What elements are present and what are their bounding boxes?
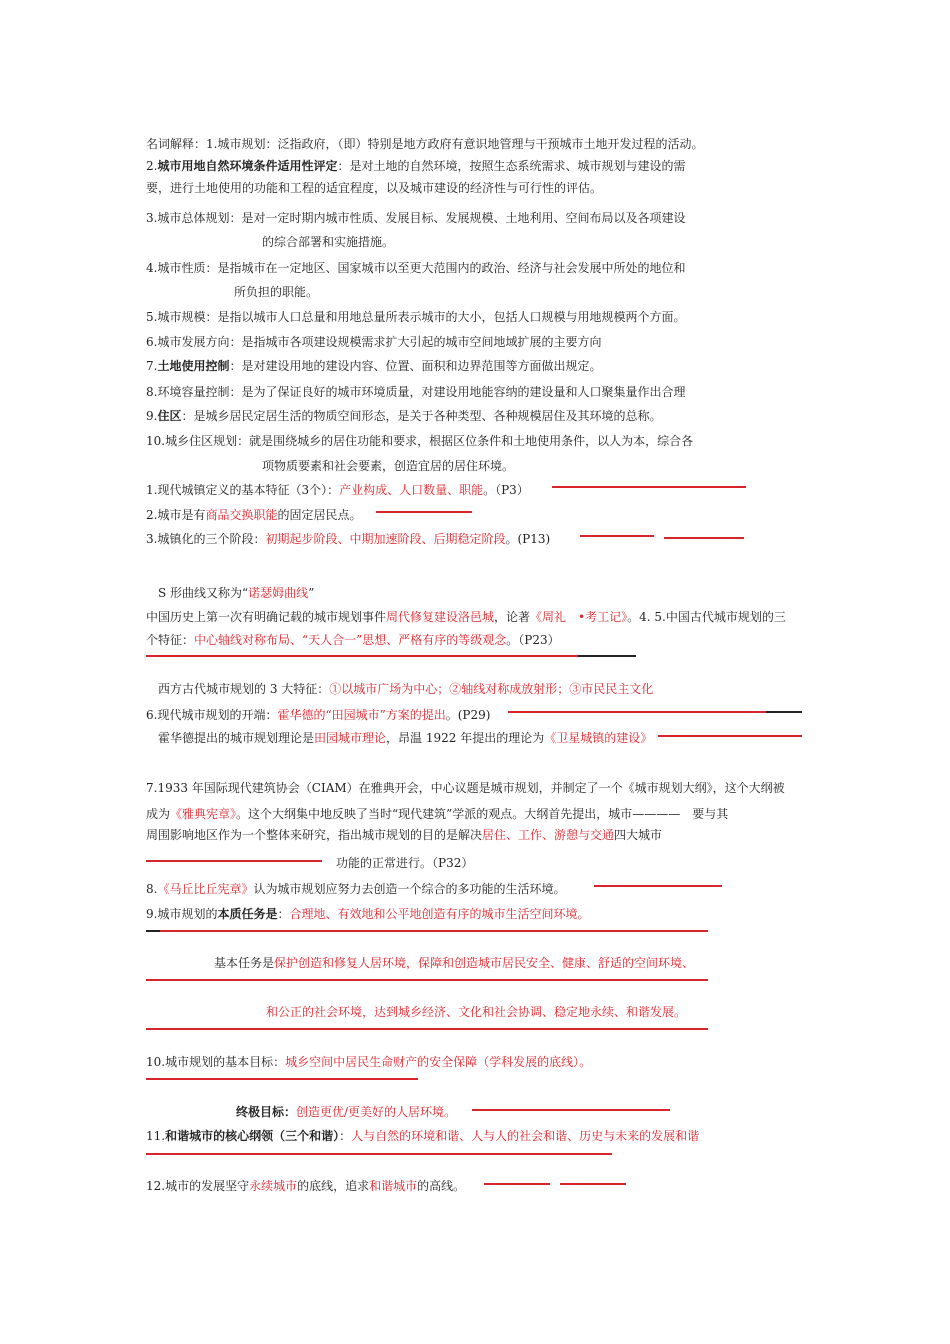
text: 6.现代城市规划的开端： <box>146 708 278 722</box>
line-19 <box>146 609 786 625</box>
text: 。（P3） <box>483 483 529 497</box>
line-04 <box>146 210 685 226</box>
answer: 和谐城市 <box>369 1179 418 1193</box>
line-26 <box>146 827 662 843</box>
text: 2.城市是有 <box>146 508 206 522</box>
text: 认为城市规划应努力去创造一个综合的多功能的生活环境。 <box>253 882 566 896</box>
line-09 <box>146 334 601 350</box>
text: ，昂温 1922 年提出的理论为 <box>386 731 545 745</box>
line-05 <box>262 234 394 250</box>
text: 1.现代城镇定义的基本特征（3个）： <box>146 483 340 497</box>
line-08 <box>146 309 685 325</box>
text: 霍华德提出的城市规划理论是 <box>158 731 315 745</box>
line-11 <box>146 384 685 400</box>
line-24 <box>146 780 785 796</box>
underline <box>766 711 802 713</box>
answer: 《周礼 •考工记》 <box>530 610 628 624</box>
text: 6.城市发展方向：是指城市各项建设规模需求扩大引起的城市空间地域扩展的主要方向 <box>146 335 602 349</box>
text: S 形曲线又称为“ <box>158 586 249 600</box>
text: 9. <box>146 409 158 423</box>
line-30 <box>214 955 694 971</box>
answer: 合理地、有效地和公平地创造有序的城市生活空间环境。 <box>289 907 590 921</box>
line-02 <box>146 158 685 174</box>
answer: 周代修复建设洛邑城 <box>386 610 495 624</box>
underline <box>146 1153 612 1155</box>
text: 名词解释：1.城市规划：泛指政府，（即）特别是地方政府有意识地管理与干预城市土地开发过程的活动。 <box>146 137 704 151</box>
answer: 《雅典宪章》 <box>170 807 237 821</box>
text: ：是对建设用地的建设内容、位置、面积和边界范围等方面做出规定。 <box>229 359 602 373</box>
answer: 保护创造和修复人居环境，保障和创造城市居民安全、健康、舒适的空间环境、 <box>274 956 695 970</box>
underline <box>484 1183 550 1185</box>
text: 个特征： <box>146 633 195 647</box>
line-14 <box>262 458 514 474</box>
line-10 <box>146 358 601 374</box>
text: 。(P29) <box>445 708 491 722</box>
underline <box>594 885 722 887</box>
answer: 城乡空间中居民生命财产的安全保障（学科发展的底线）。 <box>285 1055 592 1069</box>
line-12 <box>146 408 661 424</box>
line-31 <box>266 1004 686 1020</box>
text: 的底线，追求 <box>297 1179 370 1193</box>
text: 的高线。 <box>417 1179 466 1193</box>
answer: 田园城市理论 <box>314 731 387 745</box>
text: 要，进行土地使用的功能和工程的适宜程度，以及城市建设的经济性与可行性的评估。 <box>146 181 603 195</box>
line-20 <box>146 632 560 648</box>
line-21 <box>158 681 653 697</box>
text: 四大城市 <box>614 828 663 842</box>
line-15 <box>146 482 529 498</box>
term: 终极目标： <box>236 1105 297 1119</box>
line-32 <box>146 1054 591 1070</box>
line-25 <box>146 806 728 822</box>
text: 成为 <box>146 807 171 821</box>
term: 土地使用控制 <box>157 359 230 373</box>
line-07 <box>234 284 318 300</box>
text: 8. <box>146 882 158 896</box>
line-13 <box>146 433 693 449</box>
line-16 <box>146 507 361 523</box>
line-03 <box>146 180 602 196</box>
text: 周围影响地区作为一个整体来研究，指出城市规划的目的是解决 <box>146 828 483 842</box>
underline <box>560 1183 626 1185</box>
underline <box>508 711 766 713</box>
text: 。这个大纲集中地反映了当时“现代建筑”学派的观点。大纲首先提出，城市———— 要与其 <box>236 807 729 821</box>
underline <box>146 1028 708 1030</box>
answer: 居住、工作、游憩与交通 <box>482 828 615 842</box>
text: ，论著 <box>494 610 531 624</box>
underline <box>658 735 802 737</box>
text: 3.城市总体规划：是对一定时期内城市性质、发展目标、发展规模、土地利用、空间布局以及各项建设 <box>146 211 686 225</box>
text: 所负担的职能。 <box>234 285 319 299</box>
term: 本质任务是 <box>217 907 278 921</box>
text: ：是对土地的自然环境，按照生态系统需求、城市规划与建设的需 <box>337 159 686 173</box>
text: 项物质要素和社会要素，创造宜居的居住环境。 <box>262 459 515 473</box>
underline <box>580 535 654 537</box>
text: 西方古代城市规划的 3 大特征： <box>158 682 330 696</box>
text: 。（P23） <box>506 633 560 647</box>
text: 中国历史上第一次有明确记载的城市规划事件 <box>146 610 387 624</box>
text: 11. <box>146 1129 166 1143</box>
text: 7. <box>146 359 158 373</box>
text: 4.城市性质：是指城市在一定地区、国家城市以至更大范围内的政治、经济与社会发展中所处的地位和 <box>146 261 686 275</box>
text: ：是城乡居民定居生活的物质空间形态，是关于各种类型、各种规模居住及其环境的总称。 <box>181 409 662 423</box>
text: 的固定居民点。 <box>277 508 362 522</box>
line-33 <box>236 1104 456 1120</box>
line-35 <box>146 1178 465 1194</box>
answer: 人与自然的环境和谐、人与人的社会和谐、历史与未来的发展和谐 <box>351 1129 700 1143</box>
text: 基本任务是 <box>214 956 275 970</box>
underline <box>146 979 708 981</box>
answer: 诺瑟姆曲线 <box>248 586 309 600</box>
text: 5.城市规模：是指以城市人口总量和用地总量所表示城市的大小，包括人口规模与用地规模两个方面。 <box>146 310 686 324</box>
answer: 创造更优/更美好的人居环境。 <box>296 1105 457 1119</box>
line-29 <box>146 906 590 922</box>
answer: 《马丘比丘宪章》 <box>157 882 254 896</box>
text: 10.城市规划的基本目标： <box>146 1055 286 1069</box>
text: 3.城镇化的三个阶段： <box>146 532 266 546</box>
text: 10.城乡住区规划：就是围绕城乡的居住功能和要求，根据区位条件和土地使用条件，以人为本，综合各 <box>146 434 694 448</box>
text: ： <box>277 907 290 921</box>
underline <box>664 537 744 539</box>
text: 12.城市的发展坚守 <box>146 1179 250 1193</box>
term: 住区 <box>157 409 182 423</box>
underline <box>146 1078 418 1080</box>
answer: 初期起步阶段、中期加速阶段、后期稳定阶段 <box>265 532 506 546</box>
text: 7.1933 年国际现代建筑协会（CIAM）在雅典开会，中心议题是城市规划，并制定了一个《城市规划大纲》，这个大纲被 <box>146 781 785 795</box>
line-22 <box>146 707 490 723</box>
underline <box>146 860 322 862</box>
answer: 和公正的社会环境，达到城乡经济、文化和社会协调、稳定地永续、和谐发展。 <box>266 1005 687 1019</box>
term: 和谐城市的核心纲领（三个和谐） <box>165 1129 340 1143</box>
answer: 商品交换职能 <box>205 508 278 522</box>
text: 。(P13) <box>505 532 551 546</box>
answer: 永续城市 <box>249 1179 298 1193</box>
answer: ①以城市广场为中心；②轴线对称成放射形；③市民民主文化 <box>329 682 654 696</box>
text: ” <box>308 586 315 600</box>
answer: 《卫星城镇的建设》 <box>544 731 653 745</box>
underline <box>146 930 160 932</box>
text: 8.环境容量控制：是为了保证良好的城市环境质量，对建设用地能容纳的建设量和人口聚集量作出合理 <box>146 385 686 399</box>
text: 2. <box>146 159 158 173</box>
underline <box>376 511 472 513</box>
term: 城市用地自然环境条件适用性评定 <box>157 159 338 173</box>
underline <box>552 486 746 488</box>
line-34 <box>146 1128 699 1144</box>
text: ： <box>339 1129 352 1143</box>
underline <box>578 655 636 657</box>
underline <box>472 1109 670 1111</box>
line-28 <box>146 881 565 897</box>
underline <box>160 930 708 932</box>
line-27 <box>336 855 473 871</box>
text: 的综合部署和实施措施。 <box>262 235 395 249</box>
underline <box>146 655 578 657</box>
line-23 <box>158 730 652 746</box>
text: 。4. 5.中国古代城市规划的三 <box>627 610 786 624</box>
line-06 <box>146 260 685 276</box>
line-01 <box>146 136 703 152</box>
answer: 产业构成、人口数量、职能 <box>339 483 484 497</box>
line-17 <box>146 531 550 547</box>
text: 功能的正常进行。（P32） <box>336 856 474 870</box>
answer: 中心轴线对称布局、“天人合一”思想、严格有序的等级观念 <box>194 633 507 647</box>
text: 9.城市规划的 <box>146 907 218 921</box>
line-18 <box>158 585 314 601</box>
answer: 霍华德的“田园城市”方案的提出 <box>277 708 446 722</box>
